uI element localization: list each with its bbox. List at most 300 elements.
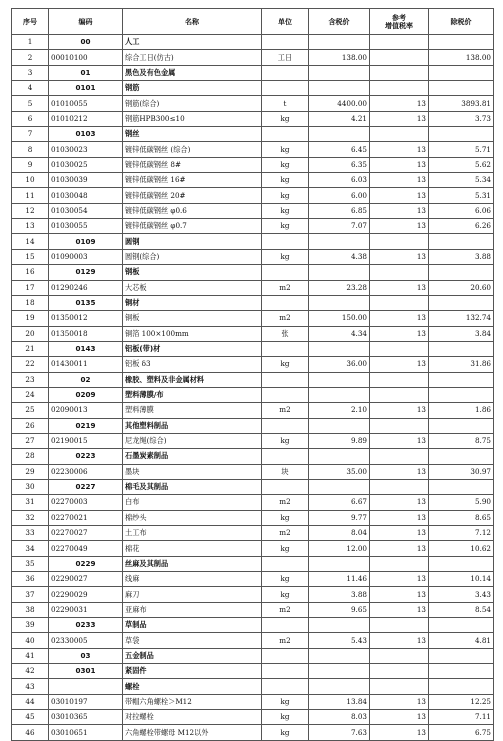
row-price-without-tax: 3.43 (429, 587, 494, 602)
row-price-without-tax: 132.74 (429, 311, 494, 326)
category-row (12, 449, 494, 464)
row-unit (262, 556, 309, 571)
row-index: 33 (12, 526, 49, 541)
row-price-without-tax: 30.97 (429, 464, 494, 479)
header-price-with-tax: 含税价 (309, 9, 370, 35)
row-code: 0129 (49, 265, 123, 280)
row-code: 02330005 (49, 633, 123, 648)
row-price-without-tax (429, 295, 494, 310)
row-name: 草制品 (123, 618, 262, 633)
row-price-with-tax (309, 372, 370, 387)
row-index: 37 (12, 587, 49, 602)
row-price-with-tax: 12.00 (309, 541, 370, 556)
row-name: 塑料薄膜/布 (123, 387, 262, 402)
category-row (12, 679, 494, 694)
row-name: 镀锌低碳钢丝 8# (123, 157, 262, 172)
row-code: 0103 (49, 127, 123, 142)
row-price-with-tax: 9.65 (309, 602, 370, 617)
row-index: 45 (12, 710, 49, 725)
table-row (12, 403, 494, 418)
price-table (11, 8, 494, 741)
row-vat-rate: 13 (370, 587, 429, 602)
row-price-without-tax (429, 648, 494, 663)
row-code: 02270027 (49, 526, 123, 541)
row-vat-rate (370, 418, 429, 433)
row-index: 16 (12, 265, 49, 280)
row-name: 钢筋(综合) (123, 96, 262, 111)
row-unit: m2 (262, 495, 309, 510)
row-vat-rate: 13 (370, 311, 429, 326)
table-row (12, 50, 494, 65)
row-unit: kg (262, 203, 309, 218)
row-index: 24 (12, 387, 49, 402)
row-index: 14 (12, 234, 49, 249)
row-price-without-tax: 5.90 (429, 495, 494, 510)
row-index: 36 (12, 572, 49, 587)
row-name: 丝麻及其制品 (123, 556, 262, 571)
row-price-with-tax: 6.85 (309, 203, 370, 218)
row-price-with-tax: 13.84 (309, 694, 370, 709)
row-code: 0143 (49, 341, 123, 356)
header-index: 序号 (12, 9, 49, 35)
row-vat-rate (370, 618, 429, 633)
row-name: 镀锌低碳钢丝 (综合) (123, 142, 262, 157)
row-index: 6 (12, 111, 49, 126)
category-row (12, 341, 494, 356)
row-price-with-tax: 11.46 (309, 572, 370, 587)
row-unit: m2 (262, 602, 309, 617)
row-code: 0223 (49, 449, 123, 464)
row-price-without-tax: 5.34 (429, 173, 494, 188)
row-code: 01090003 (49, 249, 123, 264)
row-price-with-tax (309, 81, 370, 96)
row-vat-rate: 13 (370, 173, 429, 188)
row-price-with-tax (309, 65, 370, 80)
row-name: 镀锌低碳钢丝 20# (123, 188, 262, 203)
row-price-without-tax: 8.54 (429, 602, 494, 617)
row-index: 2 (12, 50, 49, 65)
row-price-without-tax: 1.86 (429, 403, 494, 418)
row-index: 34 (12, 541, 49, 556)
row-index: 28 (12, 449, 49, 464)
row-name: 墨块 (123, 464, 262, 479)
row-price-with-tax (309, 664, 370, 679)
category-row (12, 65, 494, 80)
category-row (12, 387, 494, 402)
header-name: 名称 (123, 9, 262, 35)
row-code: 01350018 (49, 326, 123, 341)
row-code: 03010365 (49, 710, 123, 725)
row-vat-rate (370, 372, 429, 387)
row-index: 5 (12, 96, 49, 111)
table-row (12, 694, 494, 709)
row-index: 30 (12, 479, 49, 494)
row-index: 38 (12, 602, 49, 617)
row-price-without-tax: 5.31 (429, 188, 494, 203)
row-code: 01290246 (49, 280, 123, 295)
table-row (12, 495, 494, 510)
row-price-with-tax: 150.00 (309, 311, 370, 326)
row-unit (262, 387, 309, 402)
row-index: 10 (12, 173, 49, 188)
row-unit: kg (262, 587, 309, 602)
row-price-without-tax (429, 265, 494, 280)
row-price-with-tax: 9.77 (309, 510, 370, 525)
row-code: 0109 (49, 234, 123, 249)
row-code: 03 (49, 648, 123, 663)
row-unit: kg (262, 694, 309, 709)
row-name: 螺栓 (123, 679, 262, 694)
row-index: 15 (12, 249, 49, 264)
row-code: 01030039 (49, 173, 123, 188)
row-name: 棉毛及其制品 (123, 479, 262, 494)
row-unit: kg (262, 510, 309, 525)
row-index: 40 (12, 633, 49, 648)
row-code: 02290029 (49, 587, 123, 602)
row-code: 02090013 (49, 403, 123, 418)
row-vat-rate (370, 35, 429, 50)
row-code: 03010197 (49, 694, 123, 709)
table-row (12, 725, 494, 740)
row-name: 棉花 (123, 541, 262, 556)
row-vat-rate (370, 127, 429, 142)
row-unit: kg (262, 433, 309, 448)
row-code: 02270049 (49, 541, 123, 556)
row-code: 01010055 (49, 96, 123, 111)
row-price-with-tax: 36.00 (309, 357, 370, 372)
row-unit (262, 127, 309, 142)
row-vat-rate: 13 (370, 203, 429, 218)
row-index: 44 (12, 694, 49, 709)
row-unit: 张 (262, 326, 309, 341)
table-row (12, 326, 494, 341)
row-vat-rate: 13 (370, 111, 429, 126)
row-price-with-tax: 9.89 (309, 433, 370, 448)
row-name: 钢筋 (123, 81, 262, 96)
table-row (12, 111, 494, 126)
row-index: 35 (12, 556, 49, 571)
row-name: 对拉螺栓 (123, 710, 262, 725)
row-price-with-tax: 23.28 (309, 280, 370, 295)
row-index: 3 (12, 65, 49, 80)
row-unit (262, 479, 309, 494)
row-index: 4 (12, 81, 49, 96)
row-price-without-tax (429, 479, 494, 494)
header-price-without-tax: 除税价 (429, 9, 494, 35)
category-row (12, 618, 494, 633)
row-name: 铝板(带)材 (123, 341, 262, 356)
row-unit (262, 295, 309, 310)
header-code: 编码 (49, 9, 123, 35)
row-price-with-tax (309, 679, 370, 694)
row-unit: kg (262, 710, 309, 725)
row-price-with-tax: 8.03 (309, 710, 370, 725)
row-vat-rate (370, 648, 429, 663)
row-code: 01010212 (49, 111, 123, 126)
row-index: 8 (12, 142, 49, 157)
row-price-with-tax (309, 387, 370, 402)
row-vat-rate: 13 (370, 510, 429, 525)
row-unit (262, 81, 309, 96)
row-code: 01030048 (49, 188, 123, 203)
row-price-without-tax (429, 127, 494, 142)
row-code: 02270003 (49, 495, 123, 510)
row-name: 土工布 (123, 526, 262, 541)
row-code (49, 679, 123, 694)
row-price-without-tax (429, 387, 494, 402)
row-index: 39 (12, 618, 49, 633)
row-code: 0219 (49, 418, 123, 433)
row-code: 0135 (49, 295, 123, 310)
row-price-with-tax: 3.88 (309, 587, 370, 602)
table-row (12, 157, 494, 172)
row-price-without-tax: 10.62 (429, 541, 494, 556)
row-vat-rate: 13 (370, 249, 429, 264)
category-row (12, 295, 494, 310)
row-price-without-tax: 3.73 (429, 111, 494, 126)
row-unit (262, 648, 309, 663)
row-name: 六角螺栓带螺母 M12以外 (123, 725, 262, 740)
row-vat-rate (370, 295, 429, 310)
row-price-with-tax: 4400.00 (309, 96, 370, 111)
table-row (12, 633, 494, 648)
row-name: 钢筋HPB300≤10 (123, 111, 262, 126)
category-row (12, 127, 494, 142)
row-index: 29 (12, 464, 49, 479)
row-index: 7 (12, 127, 49, 142)
row-index: 11 (12, 188, 49, 203)
table-row (12, 510, 494, 525)
row-unit: kg (262, 249, 309, 264)
row-index: 22 (12, 357, 49, 372)
row-code: 01030054 (49, 203, 123, 218)
row-vat-rate (370, 449, 429, 464)
row-code: 02270021 (49, 510, 123, 525)
row-price-with-tax (309, 265, 370, 280)
row-unit: t (262, 96, 309, 111)
row-price-without-tax (429, 618, 494, 633)
row-price-without-tax (429, 664, 494, 679)
row-name: 草袋 (123, 633, 262, 648)
row-unit: kg (262, 111, 309, 126)
table-row (12, 188, 494, 203)
row-price-with-tax: 4.21 (309, 111, 370, 126)
row-price-without-tax: 5.71 (429, 142, 494, 157)
row-name: 圆钢(综合) (123, 249, 262, 264)
table-row (12, 280, 494, 295)
row-unit (262, 65, 309, 80)
row-vat-rate: 13 (370, 188, 429, 203)
row-name: 镀锌低碳钢丝 16# (123, 173, 262, 188)
row-index: 31 (12, 495, 49, 510)
row-name: 亚麻布 (123, 602, 262, 617)
row-vat-rate: 13 (370, 694, 429, 709)
row-unit: kg (262, 572, 309, 587)
row-unit: kg (262, 173, 309, 188)
row-price-without-tax (429, 556, 494, 571)
row-price-without-tax: 31.86 (429, 357, 494, 372)
row-unit (262, 35, 309, 50)
table-row (12, 433, 494, 448)
row-price-with-tax (309, 648, 370, 663)
row-price-without-tax (429, 65, 494, 80)
row-price-without-tax (429, 418, 494, 433)
row-name: 麻刀 (123, 587, 262, 602)
row-name: 铜箔 100×100mm (123, 326, 262, 341)
row-price-without-tax: 8.75 (429, 433, 494, 448)
row-name: 铝板 δ3 (123, 357, 262, 372)
row-price-with-tax (309, 127, 370, 142)
row-price-without-tax: 12.25 (429, 694, 494, 709)
row-unit: kg (262, 541, 309, 556)
row-name: 橡胶、塑料及非金属材料 (123, 372, 262, 387)
row-unit: m2 (262, 633, 309, 648)
row-code: 02 (49, 372, 123, 387)
table-row (12, 219, 494, 234)
row-price-with-tax (309, 234, 370, 249)
row-code: 0101 (49, 81, 123, 96)
row-price-with-tax: 35.00 (309, 464, 370, 479)
row-vat-rate: 13 (370, 326, 429, 341)
row-vat-rate: 13 (370, 357, 429, 372)
row-vat-rate (370, 234, 429, 249)
row-unit: 块 (262, 464, 309, 479)
row-code: 01350012 (49, 311, 123, 326)
row-price-without-tax (429, 234, 494, 249)
row-code: 03010651 (49, 725, 123, 740)
row-name: 镀锌低碳钢丝 φ0.7 (123, 219, 262, 234)
row-price-without-tax: 6.26 (429, 219, 494, 234)
row-price-with-tax: 6.35 (309, 157, 370, 172)
row-price-without-tax: 6.06 (429, 203, 494, 218)
table-row (12, 526, 494, 541)
row-vat-rate (370, 341, 429, 356)
row-index: 25 (12, 403, 49, 418)
row-vat-rate: 13 (370, 157, 429, 172)
row-code: 00 (49, 35, 123, 50)
row-price-with-tax: 138.00 (309, 50, 370, 65)
row-unit: m2 (262, 311, 309, 326)
row-code: 01030023 (49, 142, 123, 157)
table-row (12, 311, 494, 326)
row-name: 线麻 (123, 572, 262, 587)
row-price-with-tax: 4.34 (309, 326, 370, 341)
row-name: 镀锌低碳钢丝 φ0.6 (123, 203, 262, 218)
row-price-without-tax (429, 372, 494, 387)
row-vat-rate (370, 65, 429, 80)
table-row (12, 587, 494, 602)
row-vat-rate: 13 (370, 526, 429, 541)
row-code: 02290027 (49, 572, 123, 587)
row-price-without-tax: 4.81 (429, 633, 494, 648)
row-price-without-tax (429, 449, 494, 464)
row-price-with-tax (309, 418, 370, 433)
row-index: 20 (12, 326, 49, 341)
row-price-without-tax: 7.11 (429, 710, 494, 725)
row-index: 46 (12, 725, 49, 740)
row-price-with-tax (309, 556, 370, 571)
row-unit (262, 679, 309, 694)
row-vat-rate (370, 664, 429, 679)
row-index: 27 (12, 433, 49, 448)
row-price-without-tax: 3.84 (429, 326, 494, 341)
row-index: 42 (12, 664, 49, 679)
row-vat-rate: 13 (370, 433, 429, 448)
row-price-with-tax: 7.63 (309, 725, 370, 740)
row-vat-rate: 13 (370, 464, 429, 479)
row-unit: kg (262, 725, 309, 740)
row-price-with-tax: 2.10 (309, 403, 370, 418)
category-row (12, 81, 494, 96)
row-price-with-tax (309, 295, 370, 310)
row-price-with-tax: 6.03 (309, 173, 370, 188)
table-row (12, 710, 494, 725)
category-row (12, 648, 494, 663)
row-code: 00010100 (49, 50, 123, 65)
row-vat-rate: 13 (370, 633, 429, 648)
category-row (12, 556, 494, 571)
row-name: 紧固件 (123, 664, 262, 679)
table-row (12, 572, 494, 587)
row-vat-rate (370, 556, 429, 571)
header-vat-rate: 参考 增值税率 (370, 9, 429, 35)
row-code: 02190015 (49, 433, 123, 448)
row-unit: m2 (262, 280, 309, 295)
table-row (12, 602, 494, 617)
row-vat-rate: 13 (370, 541, 429, 556)
row-vat-rate: 13 (370, 602, 429, 617)
row-unit (262, 372, 309, 387)
row-vat-rate: 13 (370, 280, 429, 295)
row-name: 白布 (123, 495, 262, 510)
row-code: 01030055 (49, 219, 123, 234)
row-price-without-tax: 6.75 (429, 725, 494, 740)
row-price-without-tax: 5.62 (429, 157, 494, 172)
row-price-without-tax: 20.60 (429, 280, 494, 295)
row-unit: kg (262, 188, 309, 203)
row-unit (262, 341, 309, 356)
row-unit (262, 418, 309, 433)
table-row (12, 96, 494, 111)
row-code: 0227 (49, 479, 123, 494)
row-index: 21 (12, 341, 49, 356)
category-row (12, 479, 494, 494)
row-code: 0233 (49, 618, 123, 633)
row-vat-rate: 13 (370, 725, 429, 740)
table-row (12, 203, 494, 218)
row-price-without-tax (429, 35, 494, 50)
row-name: 铜材 (123, 295, 262, 310)
row-vat-rate (370, 265, 429, 280)
row-vat-rate (370, 50, 429, 65)
row-code: 0229 (49, 556, 123, 571)
row-index: 13 (12, 219, 49, 234)
row-price-with-tax: 6.00 (309, 188, 370, 203)
row-vat-rate: 13 (370, 572, 429, 587)
row-vat-rate (370, 81, 429, 96)
row-code: 0301 (49, 664, 123, 679)
table-row (12, 142, 494, 157)
row-unit (262, 234, 309, 249)
row-index: 12 (12, 203, 49, 218)
category-row (12, 418, 494, 433)
row-price-without-tax: 10.14 (429, 572, 494, 587)
table-row (12, 357, 494, 372)
row-vat-rate: 13 (370, 710, 429, 725)
row-price-with-tax: 8.04 (309, 526, 370, 541)
row-name: 石墨炭素制品 (123, 449, 262, 464)
row-price-without-tax (429, 341, 494, 356)
